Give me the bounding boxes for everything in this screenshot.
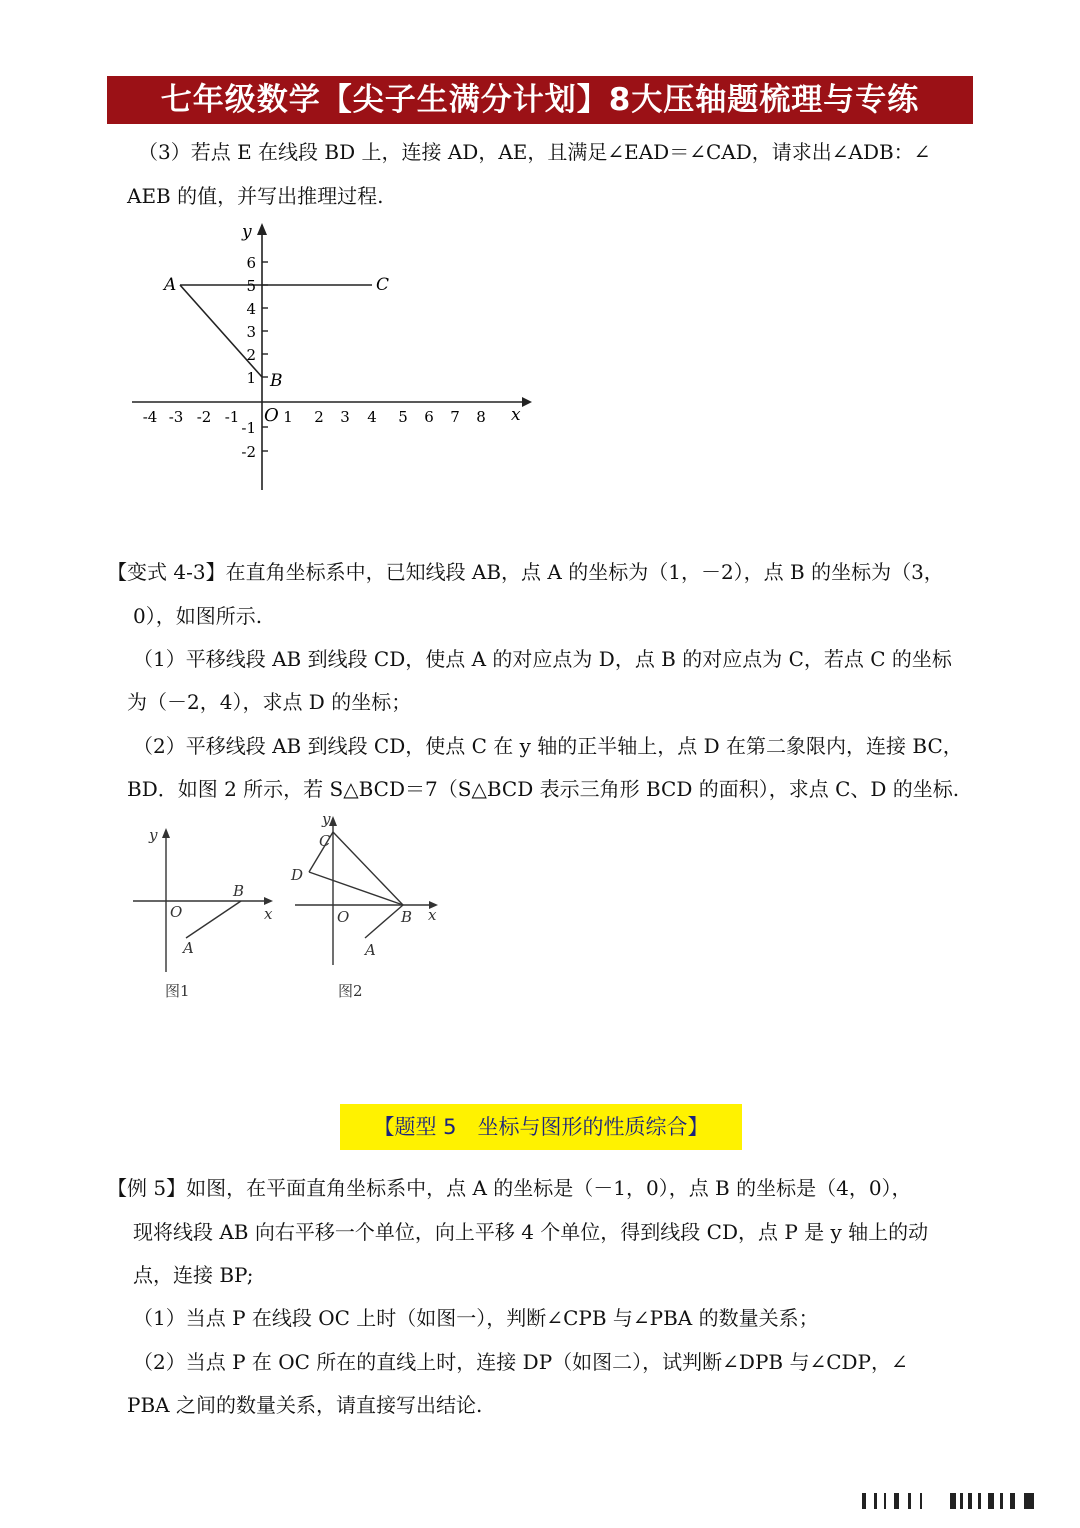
figure-2-caption: 图2 [338, 982, 363, 1000]
origin-label: O [337, 908, 350, 926]
page-title-banner: 七年级数学【尖子生满分计划】8大压轴题梳理与专练 [107, 76, 973, 124]
figure-2 [285, 810, 455, 1007]
segment-ab [186, 901, 241, 938]
example-5-line-5: （2）当点 P 在 OC 所在的直线上时，连接 DP（如图二），试判断∠DPB 与∠CDP，∠ [133, 1350, 908, 1374]
variant-4-3-line-4: 为（－2，4），求点 D 的坐标； [127, 690, 412, 714]
example-5-line-2: 现将线段 AB 向右平移一个单位，向上平移 4 个单位，得到线段 CD，点 P 是 y 轴上的动 [133, 1220, 929, 1244]
example-5-line-4: （1）当点 P 在线段 OC 上时（如图一），判断∠CPB 与∠PBA 的数量关系； [133, 1306, 819, 1330]
y-tick-label: 2 [246, 346, 256, 364]
y-tick-label: 6 [246, 254, 256, 272]
q3-line-1: （3）若点 E 在线段 BD 上，连接 AD，AE，且满足∠EAD＝∠CAD，请求出∠ADB：∠ [138, 140, 931, 164]
x-tick-label: -4 [142, 408, 158, 426]
x-tick-label: -2 [196, 408, 212, 426]
point-b-label: B [401, 908, 413, 926]
example-5-line-6: PBA 之间的数量关系，请直接写出结论. [127, 1393, 483, 1417]
x-tick-label: 8 [476, 408, 486, 426]
origin-label: O [264, 405, 279, 426]
example-5-line-1: 【例 5】如图，在平面直角坐标系中，点 A 的坐标是（－1，0），点 B 的坐标是（4，0）， [107, 1176, 912, 1200]
x-tick-label: 5 [398, 408, 408, 426]
point-a-label: A [183, 939, 194, 957]
figure-1-caption: 图1 [165, 982, 190, 1000]
x-tick-label: 1 [283, 408, 293, 426]
x-tick-label: 6 [424, 408, 434, 426]
y-axis-label: y [242, 222, 252, 242]
segment-bc [333, 832, 403, 905]
origin-label: O [170, 903, 183, 921]
point-a-label: A [164, 275, 177, 295]
x-tick-label: 3 [340, 408, 350, 426]
point-a-label: A [365, 941, 376, 959]
x-tick-label: -3 [168, 408, 184, 426]
example-5-line-3: 点，连接 BP; [133, 1263, 254, 1287]
point-c-label: C [376, 275, 390, 295]
segment-bd [309, 872, 403, 905]
variant-4-3-line-2: 0），如图所示. [133, 604, 263, 628]
x-axis-label: x [511, 405, 521, 425]
x-axis-label: x [428, 906, 437, 924]
y-tick-label: 3 [246, 323, 256, 341]
y-tick-label: 4 [246, 300, 256, 318]
x-tick-label: 4 [367, 408, 377, 426]
variant-4-3-line-6: BD．如图 2 所示，若 S△BCD＝7（S△BCD 表示三角形 BCD 的面积），求点 C、D 的坐标. [127, 777, 960, 801]
point-b-label: B [233, 882, 245, 900]
x-tick-label: -1 [224, 408, 240, 426]
point-c-label: C [319, 832, 331, 850]
variant-4-3-line-3: （1）平移线段 AB 到线段 CD，使点 A 的对应点为 D，点 B 的对应点为 C，若点 C 的坐标 [133, 647, 952, 671]
section-type-5-header: 【题型 5 坐标与图形的性质综合】 [340, 1104, 742, 1150]
point-d-label: D [291, 866, 304, 884]
coordinate-graph [120, 215, 540, 500]
variant-4-3-line-1: 【变式 4-3】在直角坐标系中，已知线段 AB，点 A 的坐标为（1，－2），点 B 的坐标为（3， [107, 560, 944, 584]
x-tick-label: 7 [450, 408, 460, 426]
x-tick-label: 2 [314, 408, 324, 426]
segment-ab [365, 905, 403, 938]
y-tick-label: 5 [246, 277, 256, 295]
y-tick-label: 1 [246, 369, 256, 387]
x-axis-label: x [264, 905, 273, 923]
y-tick-label: -2 [241, 443, 256, 461]
point-b-label: B [270, 371, 283, 391]
figure-1 [125, 822, 285, 1007]
y-axis-label: y [322, 810, 331, 828]
y-tick-label: -1 [241, 419, 256, 437]
q3-line-2: AEB 的值，并写出推理过程. [127, 184, 384, 208]
y-axis-label: y [149, 826, 158, 844]
footer-watermark [860, 1490, 1060, 1512]
variant-4-3-line-5: （2）平移线段 AB 到线段 CD，使点 C 在 y 轴的正半轴上，点 D 在第二象限内，连接 BC， [133, 734, 963, 758]
